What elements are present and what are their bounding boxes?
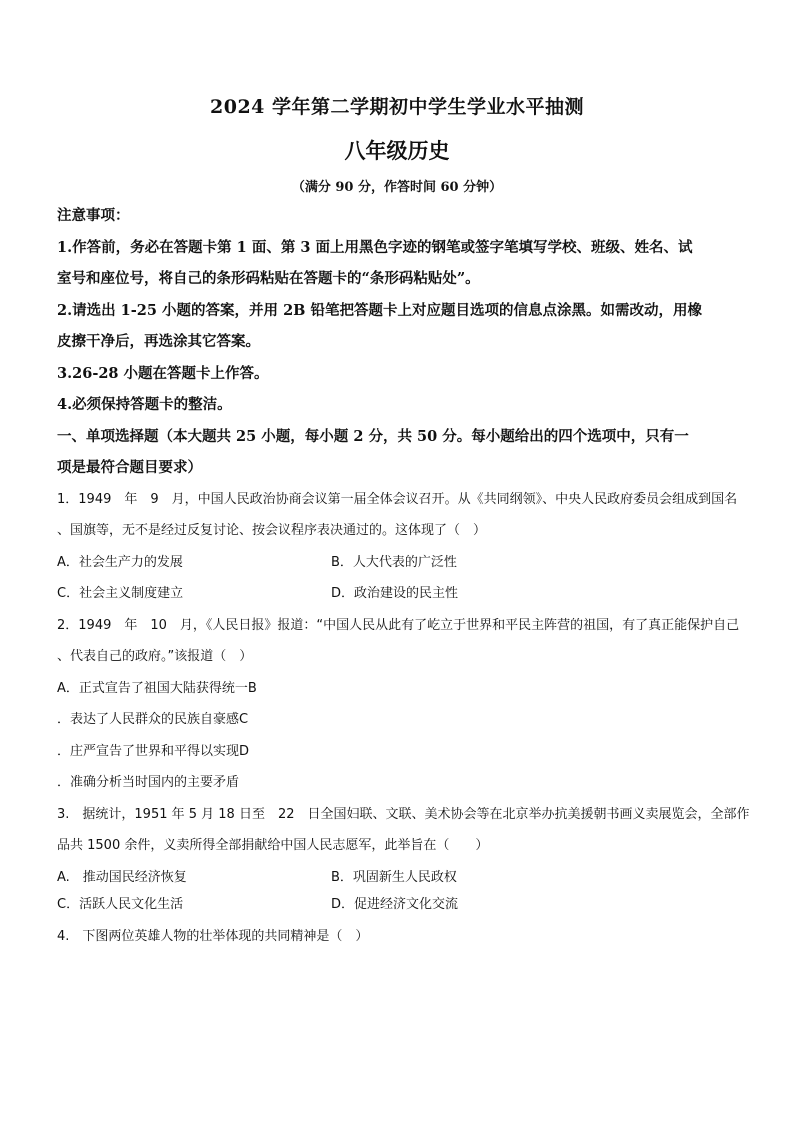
- question-2-options-line-1: A．正式宣告了祖国大陆获得统一B: [57, 681, 257, 696]
- question-2-stem-line-1: 2．1949 年 10 月，《人民日报》报道：“中国人民从此有了屹立于世界和平民主阵营的祖国，有了真正能保护自己: [57, 618, 740, 633]
- instruction-1-line-1: 1.作答前，务必在答题卡第 1 面、第 3 面上用黑色字迹的钢笔或签字笔填写学校、班级、姓名、试: [57, 239, 693, 256]
- question-1-option-d: D．政治建设的民主性: [331, 586, 459, 601]
- instruction-3: 3.26-28 小题在答题卡上作答。: [57, 365, 269, 382]
- question-2-stem-line-2: 、代表自己的政府。”该报道（ ）: [57, 649, 253, 664]
- question-3-option-b: B．巩固新生人民政权: [331, 870, 457, 885]
- question-1-option-b: B．人大代表的广泛性: [331, 555, 457, 570]
- question-4-stem-line-1: 4. 下图两位英雄人物的壮举体现的共同精神是（ ）: [57, 929, 369, 944]
- question-3-stem-line-2: 品共 1500 余件，义卖所得全部捐献给中国人民志愿军，此举旨在（ ）: [57, 838, 489, 853]
- exam-subject: 八年级历史: [344, 138, 450, 163]
- question-1-stem-line-2: 、国旗等，无不是经过反复讨论、按会议程序表决通过的。这体现了（ ）: [57, 523, 487, 538]
- section-1-heading-line-1: 一、单项选择题（本大题共 25 小题，每小题 2 分，共 50 分。每小题给出的四个选项中，只有一: [57, 428, 689, 445]
- question-1-option-a: A．社会生产力的发展: [57, 555, 183, 570]
- instruction-2-line-1: 2.请选出 1-25 小题的答案，并用 2B 铅笔把答题卡上对应题目选项的信息点涂黑。如需改动，用橡: [57, 302, 702, 319]
- question-1-option-c: C．社会主义制度建立: [57, 586, 184, 601]
- question-3-option-c: C．活跃人民文化生活: [57, 897, 184, 912]
- instruction-1-line-2: 室号和座位号，将自己的条形码粘贴在答题卡的“条形码粘贴处”。: [57, 270, 480, 287]
- section-1-heading-line-2: 项是最符合题目要求）: [57, 459, 202, 476]
- instruction-4: 4.必须保持答题卡的整洁。: [57, 396, 232, 413]
- question-3-option-d: D．促进经济文化交流: [331, 897, 459, 912]
- instructions-heading: 注意事项：: [57, 207, 130, 224]
- exam-title: 2024 学年第二学期初中学生学业水平抽测: [210, 96, 584, 118]
- exam-score-time-note: （满分 90 分，作答时间 60 分钟）: [291, 180, 503, 195]
- question-2-options-line-3: ．庄严宣告了世界和平得以实现D: [57, 744, 250, 759]
- instruction-2-line-2: 皮擦干净后，再选涂其它答案。: [57, 333, 260, 350]
- question-1-stem-line-1: 1．1949 年 9 月，中国人民政治协商会议第一届全体会议召开。从《共同纲领》、中央人民政府委员会组成到国名: [57, 492, 738, 507]
- question-2-options-line-4: ．准确分析当时国内的主要矛盾: [57, 775, 240, 790]
- question-2-options-line-2: ．表达了人民群众的民族自豪感C: [57, 712, 249, 727]
- question-3-option-a: A. 推动国民经济恢复: [57, 870, 187, 885]
- question-3-stem-line-1: 3. 据统计，1951 年 5 月 18 日至 22 日全国妇联、文联、美术协会等在北京举办抗美援朝书画义卖展览会，全部作: [57, 807, 750, 822]
